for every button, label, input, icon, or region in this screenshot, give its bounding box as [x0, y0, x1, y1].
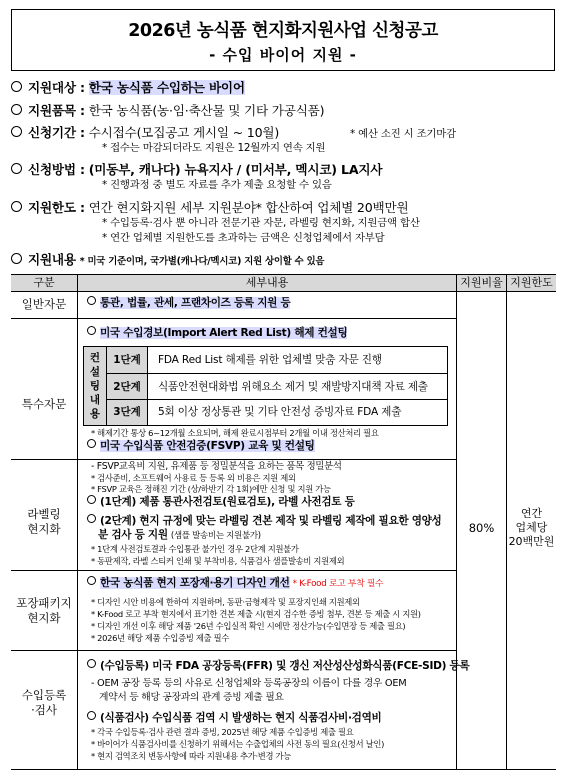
info-period: [11, 125, 279, 141]
divider: [77, 275, 78, 769]
info-period-note: * 접수는 마감되더라도 지원은 12월까지 연속 지원: [102, 142, 326, 154]
packaging-note4: * 2026년 해당 제품 수입증빙 제출 필수: [91, 633, 230, 643]
circle-bullet-icon: [11, 126, 22, 137]
circle-bullet-icon: [87, 439, 96, 448]
info-period-note-right: * 예산 소진 시 조기마감: [350, 128, 456, 140]
support-table: [11, 274, 556, 770]
info-method-label: 신청방법 :: [28, 162, 85, 177]
import-note1b: 계약서 등 해당 공장과의 관계 증빙 제출 필요: [99, 692, 284, 703]
category-import-line: ·검사: [31, 703, 57, 717]
import-note2: * 각국 수입등록·검사 관련 결과 증빙, 2025년 해당 제품 수입증빙 제출 필요: [91, 727, 354, 737]
step-text: FDA Red List 해제를 위한 업체별 맞춤 자문 진행: [158, 354, 382, 366]
category-labeling: [11, 507, 77, 537]
info-method-value: (미동부, 캐나다) 뉴욕지사 / (미서부, 멕시코) LA지사: [88, 162, 383, 177]
circle-bullet-icon: [87, 296, 96, 305]
category-packaging-line: 현지화: [27, 611, 61, 625]
header-details: 세부내용: [78, 275, 456, 291]
packaging-item: [87, 576, 383, 591]
special-item2-text: 미국 수입식품 안전검증(FSVP) 교육 및 컨설팅: [100, 440, 315, 452]
labeling-item2: [87, 514, 442, 528]
info-period-value: 수시접수(모집공고 게시일 ~ 10월): [88, 125, 280, 140]
support-limit-line: 연간: [520, 507, 543, 520]
step-label: 2단계: [107, 374, 148, 400]
circle-bullet-icon: [87, 659, 96, 668]
special-note1: * 해제기간 통상 6~12개월 소요되며, 해제 완료시점부터 2개월 이내 정산처리 필요: [91, 428, 379, 438]
labeling-item2-cont: [98, 528, 261, 543]
circle-bullet-icon: [11, 201, 22, 212]
circle-bullet-icon: [11, 81, 22, 92]
step-text: 식품안전현대화법 위해요소 제거 및 재발방지대책 자료 제출: [158, 381, 428, 393]
support-limit-line: 업체당: [515, 521, 548, 534]
header-category: 구분: [11, 275, 77, 291]
special-note3: * 검사준비, 소프트웨어 사용료 등 등록 외 비용은 지원 제외: [91, 473, 296, 483]
labeling-item1-text: (1단계) 제품 통관사전검토(원료검토), 라벨 사전검토 등: [100, 496, 355, 508]
page-title: 2026년 농식품 현지화지원사업 신청공고: [128, 21, 438, 41]
page-subtitle: - 수입 바이어 지원 -: [209, 46, 357, 64]
packaging-note2: * K-Food 로고 부착 현지에서 표기한 견본 제출 시(현지 검수한 증빙 첨부, 견본 등 제출 시 지원): [91, 609, 421, 619]
import-item1: [87, 659, 469, 673]
general-item: [87, 296, 290, 310]
import-item2: [87, 711, 381, 725]
circle-bullet-icon: [87, 711, 96, 720]
consulting-steps-table: [83, 346, 448, 426]
support-limit: [507, 507, 556, 549]
packaging-item-text: 한국 농식품 현지 포장재·용기 디자인 개선: [100, 577, 290, 589]
info-items-label: 지원품목 :: [28, 103, 85, 118]
import-item1-text: (수입등록) 미국 FDA 공장등록(FFR) 및 갱신 저산성산성화식품(FCE-SID) 등록: [100, 660, 470, 672]
divider: [11, 291, 556, 292]
general-item-text: 통관, 법률, 관세, 프랜차이즈 등록 지원 등: [100, 297, 291, 309]
labeling-note1: * 1단계 사전검토결과 수입통관 불가인 경우 2단계 지원불가: [91, 544, 299, 554]
info-method: [11, 162, 382, 178]
circle-bullet-icon: [11, 104, 22, 115]
special-note2: - FSVP교육비 지원, 유제품 등 정밀분석을 요하는 품목 정밀분석: [91, 461, 342, 472]
packaging-note1: * 디자인 시안 비용에 한하여 지원하며, 동판·금형제작 및 포장지인쇄 지원제외: [91, 597, 360, 607]
info-content-note: * 미국 기준이며, 국가별(캐나다/멕시코) 지원 상이할 수 있음: [79, 256, 325, 267]
info-limit-note2: * 연간 업체별 지원한도를 초과하는 금액은 신청업체에서 자부담: [102, 232, 385, 244]
info-target-value: 한국 농식품 수입하는 바이어: [88, 80, 245, 95]
special-item2: [87, 439, 315, 453]
circle-bullet-icon: [87, 576, 96, 585]
circle-bullet-icon: [87, 326, 96, 335]
vertical-header-char: 내: [89, 394, 101, 406]
info-content-label: 지원내용: [28, 252, 76, 267]
info-limit-label: 지원한도 :: [28, 200, 85, 215]
info-items: [11, 103, 324, 119]
step-label: 3단계: [107, 400, 148, 425]
support-limit-line: 20백만원: [508, 535, 555, 548]
import-note1a: - OEM 공장 등록 등의 사유로 신청업체와 등록공장의 이름이 다를 경우 OEM: [91, 678, 407, 689]
labeling-item2b-text: 분 검사 등 지원: [98, 529, 168, 541]
special-item1: [87, 326, 347, 340]
info-target: [11, 80, 245, 96]
info-limit: [11, 200, 408, 216]
vertical-header-char: 설: [89, 366, 101, 378]
special-item1-text: 미국 수입경보(Import Alert Red List) 해제 컨설팅: [100, 327, 348, 339]
category-special: 특수자문: [21, 397, 67, 411]
title-box: [11, 9, 555, 71]
step-label: 1단계: [107, 347, 148, 373]
info-content: [11, 252, 324, 270]
category-packaging: [11, 596, 77, 626]
circle-bullet-icon: [87, 495, 96, 504]
special-note4: * FSVP 교육은 정해진 기간 (상/하반기 각 1회)에만 신청 및 지원 가능: [91, 484, 331, 494]
category-labeling-line: 현지화: [27, 522, 61, 536]
import-note4: * 현지 검역조치 변동사항에 따라 지원내용 추가·변경 가능: [91, 751, 291, 761]
vertical-header-char: 용: [89, 408, 101, 420]
circle-bullet-icon: [11, 253, 22, 264]
info-items-value: 한국 농식품(농·임·축산물 및 기타 가공식품): [88, 103, 325, 118]
category-general: 일반자문: [21, 297, 67, 311]
import-note3: * 바이어가 식품검사비를 신청하기 위해서는 수출업체의 사전 동의 필요(신청서 날인): [91, 739, 385, 749]
category-packaging-line: 포장패키지: [16, 596, 72, 610]
import-item2-text: (식품검사) 수입식품 검역 시 발생하는 현지 식품검사비·검역비: [100, 712, 382, 724]
labeling-item2-text: (2단계) 현지 규정에 맞는 라벨링 견본 제작 및 라벨링 제작에 필요한 영양성: [100, 515, 442, 527]
vertical-header-char: 팅: [89, 380, 101, 392]
category-import: [11, 688, 77, 718]
info-method-note: * 진행과정 중 별도 자료를 추가 제출 요청할 수 있음: [102, 179, 332, 191]
labeling-note2: * 동판제작, 라벨 스티커 인쇄 및 부착비용, 식품검사 샘플발송비 지원제외: [91, 556, 345, 566]
circle-bullet-icon: [11, 163, 22, 174]
packaging-item-note: * K-Food 로고 부착 필수: [292, 579, 384, 589]
labeling-item2b-note: (샘플 발송비는 지원불가): [170, 531, 261, 541]
consulting-steps-header: [84, 347, 107, 425]
header-rate: 지원비율: [457, 275, 506, 291]
info-limit-note1: * 수입등록·검사 뿐 아니라 전문기관 자문, 라벨링 현지화, 지원금액 합산: [102, 217, 420, 229]
labeling-item1: [87, 495, 355, 509]
step-text: 5회 이상 정상통관 및 기타 안전성 증빙자료 FDA 제출: [158, 406, 402, 418]
header-limit: 지원한도: [507, 275, 556, 291]
info-limit-value: 연간 현지화지원 세부 지원분야* 합산하여 업체별 20백만원: [88, 200, 409, 215]
vertical-header-char: 컨: [89, 352, 101, 364]
support-rate: 80%: [468, 521, 495, 535]
category-labeling-line: 라벨링: [27, 507, 61, 521]
category-import-line: 수입등록: [21, 688, 67, 702]
circle-bullet-icon: [87, 514, 96, 523]
info-target-label: 지원대상 :: [28, 80, 85, 95]
packaging-note3: * 디자인 개선 이후 해당 제품 '26년 수입실적 확인 시에만 정산가능(수입면장 등 제출 필요): [91, 621, 406, 631]
info-period-label: 신청기간 :: [28, 125, 85, 140]
